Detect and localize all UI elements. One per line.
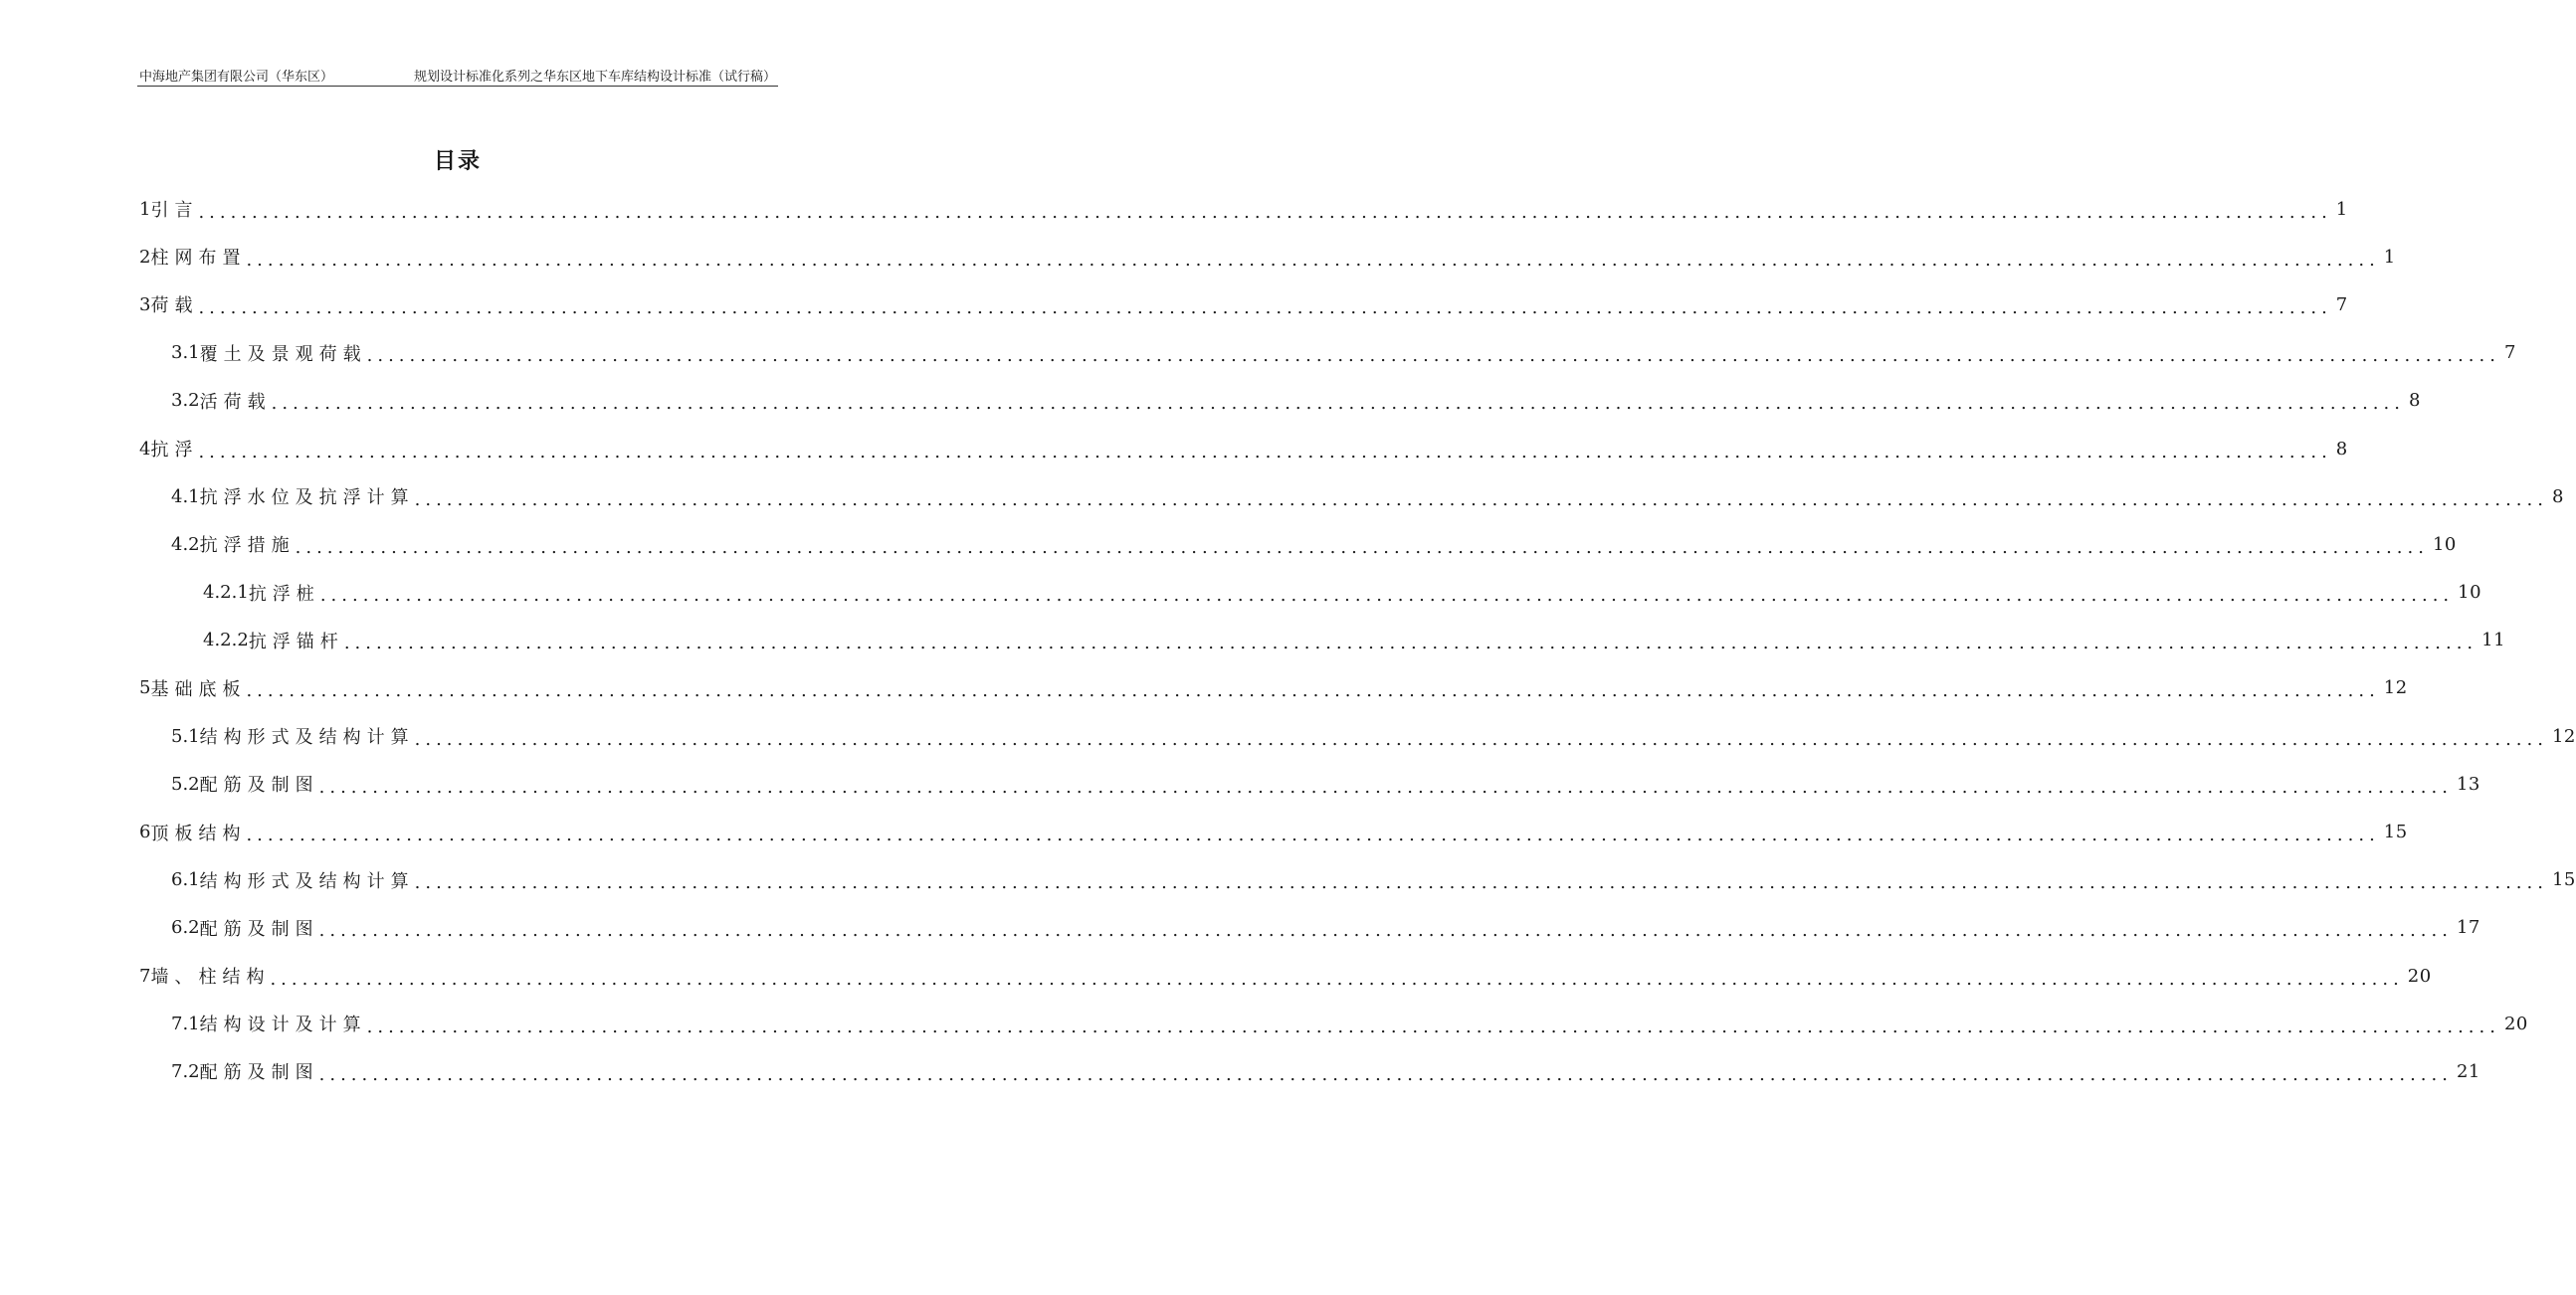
toc-entry-page: 12 (2383, 677, 2408, 699)
toc-leader-dots: ........................................................................................................................................................................................................ (414, 728, 2548, 750)
toc-entry[interactable] (139, 1047, 2480, 1095)
toc-entry-number: 5.1 (171, 725, 200, 747)
toc-entry-page: 15 (2383, 822, 2408, 843)
toc-entry-number: 7.2 (171, 1060, 200, 1082)
toc-entry-number: 5 (139, 677, 151, 699)
toc-entry[interactable] (139, 377, 2421, 425)
toc-entry[interactable] (139, 185, 2348, 233)
table-of-contents (139, 185, 2576, 1096)
toc-leader-dots: ........................................................................................................................................................................................................ (246, 249, 2380, 271)
toc-entry-number: 3.2 (171, 390, 200, 412)
toc-entry-number: 3.1 (171, 342, 200, 364)
toc-entry-label: 基础底板 (150, 678, 247, 700)
toc-entry-label: 结构形式及结构计算 (199, 870, 415, 892)
toc-entry-label: 配筋及制图 (199, 775, 319, 797)
toc-entry-label: 结构形式及结构计算 (199, 727, 415, 749)
toc-leader-dots: ........................................................................................................................................................................................................ (246, 825, 2380, 846)
toc-entry-label: 配筋及制图 (199, 918, 319, 940)
toc-entry-page: 8 (2335, 438, 2348, 460)
toc-entry-page: 15 (2551, 869, 2576, 891)
toc-entry[interactable] (139, 280, 2348, 328)
toc-entry-label: 覆土及景观荷载 (199, 343, 367, 365)
toc-entry-label: 柱网布置 (150, 248, 247, 270)
toc-leader-dots: ........................................................................................................................................................................................................ (366, 1016, 2500, 1037)
toc-leader-dots: ........................................................................................................................................................................................................ (318, 920, 2453, 942)
toc-entry-page: 12 (2551, 725, 2576, 747)
toc-entry[interactable] (139, 472, 2564, 520)
toc-entry-page: 17 (2456, 917, 2480, 939)
toc-entry[interactable] (139, 569, 2482, 617)
toc-entry-number: 4.2 (171, 533, 200, 555)
toc-leader-dots: ........................................................................................................................................................................................................ (318, 776, 2453, 798)
toc-entry-label: 顶板结构 (150, 823, 247, 844)
toc-entry-label: 配筋及制图 (199, 1062, 319, 1084)
toc-entry[interactable] (139, 520, 2457, 568)
toc-entry-number: 4 (139, 438, 151, 460)
toc-entry-page: 1 (2383, 246, 2396, 268)
toc-entry[interactable] (139, 904, 2480, 952)
toc-leader-dots: ........................................................................................................................................................................................................ (271, 393, 2405, 415)
toc-leader-dots: ........................................................................................................................................................................................................ (318, 1063, 2453, 1085)
toc-entry-page: 7 (2503, 342, 2516, 364)
toc-entry[interactable] (139, 425, 2348, 472)
toc-entry[interactable] (139, 233, 2396, 280)
toc-entry-label: 抗浮水位及抗浮计算 (199, 487, 415, 509)
toc-entry-label: 墙、柱结构 (150, 967, 271, 989)
toc-leader-dots: ........................................................................................................................................................................................................ (414, 488, 2548, 510)
toc-entry-number: 3 (139, 293, 151, 315)
toc-leader-dots: ........................................................................................................................................................................................................ (414, 872, 2548, 894)
toc-entry-number: 2 (139, 246, 151, 268)
toc-entry-label: 荷载 (150, 295, 199, 317)
toc-entry[interactable] (139, 856, 2576, 904)
toc-entry[interactable] (139, 617, 2506, 664)
toc-entry[interactable] (139, 952, 2432, 1000)
toc-entry-number: 4.1 (171, 485, 200, 507)
toc-leader-dots: ........................................................................................................................................................................................................ (343, 633, 2478, 654)
toc-entry[interactable] (139, 1000, 2528, 1047)
toc-entry-label: 抗浮锚杆 (248, 631, 344, 652)
toc-entry-page: 10 (2432, 533, 2457, 555)
toc-entry-page: 20 (2407, 965, 2432, 987)
toc-leader-dots: ........................................................................................................................................................................................................ (270, 968, 2404, 990)
toc-entry-number: 6.2 (171, 917, 200, 939)
toc-entry-number: 4.2.1 (203, 582, 249, 604)
toc-entry-label: 抗浮桩 (248, 583, 320, 605)
toc-entry-label: 抗浮 (150, 440, 199, 462)
toc-entry[interactable] (139, 664, 2408, 712)
toc-entry-number: 4.2.2 (203, 630, 249, 651)
toc-leader-dots: ........................................................................................................................................................................................................ (366, 345, 2500, 367)
toc-leader-dots: ........................................................................................................................................................................................................ (198, 296, 2332, 318)
toc-entry-number: 1 (139, 198, 151, 220)
toc-entry-page: 11 (2481, 630, 2506, 651)
toc-leader-dots: ........................................................................................................................................................................................................ (198, 441, 2332, 462)
toc-entry-number: 6 (139, 822, 151, 843)
toc-entry-label: 结构设计及计算 (199, 1015, 367, 1036)
toc-entry-number: 6.1 (171, 869, 200, 891)
toc-leader-dots: ........................................................................................................................................................................................................ (246, 680, 2380, 702)
toc-entry-page: 13 (2456, 773, 2480, 795)
page-title: 目录 (433, 148, 482, 174)
toc-entry[interactable] (139, 329, 2516, 377)
toc-leader-dots: ........................................................................................................................................................................................................ (295, 536, 2429, 558)
header-company: 中海地产集团有限公司（华东区） (139, 70, 334, 85)
toc-entry-page: 8 (2551, 485, 2564, 507)
toc-entry[interactable] (139, 808, 2408, 855)
toc-entry[interactable] (139, 712, 2576, 760)
toc-entry-page: 21 (2456, 1060, 2480, 1082)
toc-leader-dots: ........................................................................................................................................................................................................ (319, 585, 2455, 607)
toc-entry-page: 1 (2335, 198, 2348, 220)
toc-entry-page: 20 (2503, 1013, 2528, 1034)
toc-entry-label: 活荷载 (199, 391, 272, 413)
toc-entry-page: 10 (2458, 582, 2482, 604)
toc-entry-number: 5.2 (171, 773, 200, 795)
header-document-title: 规划设计标准化系列之华东区地下车库结构设计标准（试行稿） (413, 70, 776, 85)
toc-leader-dots: ........................................................................................................................................................................................................ (198, 201, 2332, 223)
toc-entry-label: 引言 (150, 200, 199, 222)
toc-entry-number: 7 (139, 965, 151, 987)
toc-entry-page: 7 (2335, 293, 2348, 315)
toc-entry-page: 8 (2408, 390, 2421, 412)
page-header (137, 64, 778, 87)
toc-entry-label: 抗浮措施 (199, 535, 296, 557)
toc-entry[interactable] (139, 760, 2480, 808)
toc-entry-number: 7.1 (171, 1013, 200, 1034)
